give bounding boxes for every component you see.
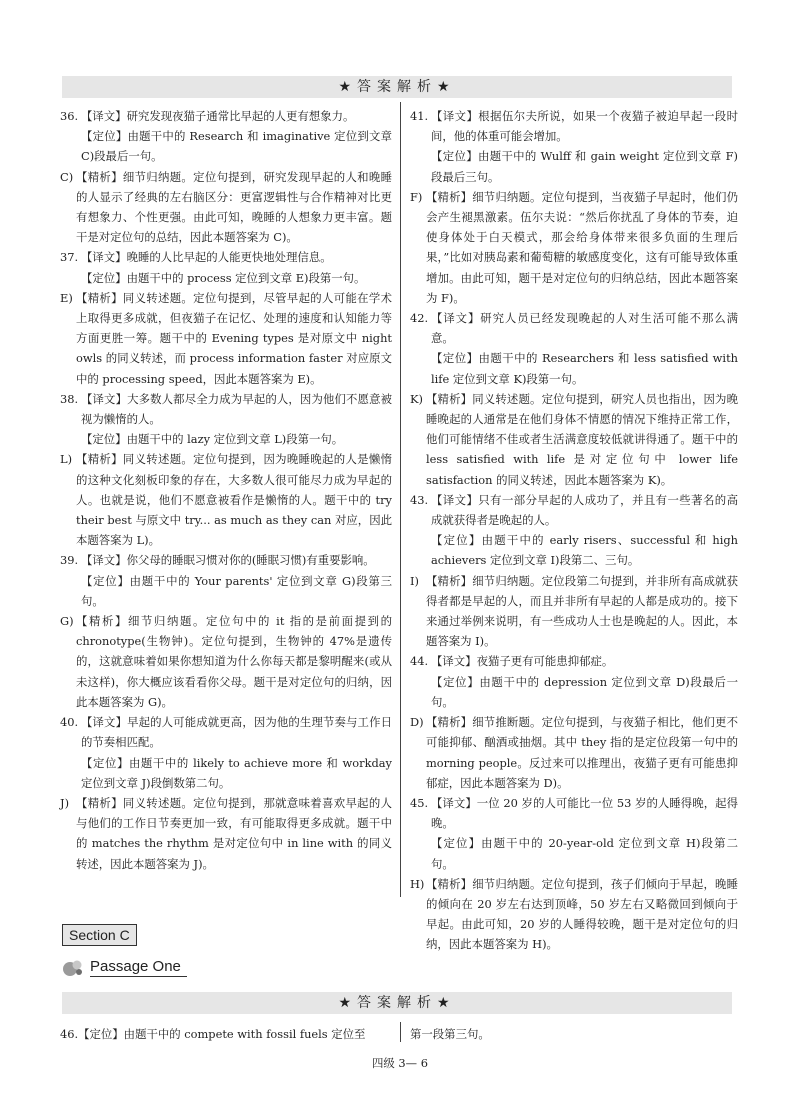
entry-label: 42. [410,311,429,326]
left-column [60,106,392,874]
answer-entry [410,651,738,671]
answer-entry [60,247,392,267]
answer-entry [410,490,738,530]
entry-text: 【译文】早起的人可能成就更高，因为他的生理节奏与工作日的节奏相匹配。 [81,715,392,750]
locate-text: 【定位】由题干中的 20-year-old 定位到文章 H)段第二句。 [431,836,738,871]
answer-entry [60,449,392,550]
entry-text: 【精析】细节归纳题。定位句提到，当夜猫子早起时，他们仍会产生褪黑激素。伍尔夫说：“然后你扰乱了身体的节奏，迫使身体处于白天模式，那会给身体带来很多负面的生理后果，”比如对胰岛素和葡萄糖的敏感度变化，这有可能导致体重增加。由此可知，题干是对定位句的归纳总结，因此本题答案为 F)。 [426,189,738,305]
entry-label: F) [410,189,423,204]
entry-label: 40. [60,715,79,730]
answer-analysis-banner: ★答案解析★ [62,76,732,98]
answer-entry [60,550,392,570]
locate-text: 【定位】由题干中的 Wulff 和 gain weight 定位到文章 F)段最后三句。 [431,149,738,184]
entry-text: 【译文】你父母的睡眠习惯对你的(睡眠习惯)有重要影响。 [81,553,375,568]
entry-label: L) [60,452,73,467]
answer-analysis-banner-2: ★答案解析★ [62,992,732,1014]
passage-bubbles-icon [62,959,84,977]
entry-text: 【译文】只有一部分早起的人成功了，并且有一些著名的高成就获得者是晚起的人。 [431,492,738,528]
entry-text: 【精析】细节归纳题。定位句提到，孩子们倾向于早起，晚睡的倾向在 20 岁左右达到顶峰，50 岁左右又略微回到倾向于早起。由此可知，20 岁的人睡得较晚，题干是对定位句的归纳，因此本题答案为 H)。 [426,876,738,952]
locate-text: 【定位】由题干中的 Your parents' 定位到文章 G)段第三句。 [81,573,392,608]
entry-text: 【译文】大多数人都尽全力成为早起的人，因为他们不愿意被视为懒惰的人。 [81,391,392,427]
entry-text: 【译文】一位 20 岁的人可能比一位 53 岁的人睡得晚，起得晚。 [431,795,738,831]
entry-label: G) [60,614,74,629]
passage-heading [62,958,187,977]
entry-label: H) [410,876,425,891]
entry-label: I) [410,573,419,588]
answer-entry [410,106,738,146]
entry-text: 【译文】晚睡的人比早起的人能更快地处理信息。 [81,250,332,265]
entry-label: 39. [60,553,79,568]
entry-text: 【译文】研究发现夜猫子通常比早起的人更有想象力。 [81,109,355,123]
answer-entry [60,793,392,874]
locate-text: 【定位】由题干中的 Researchers 和 less satisfied with life 定位到文章 K)段第一句。 [431,351,738,386]
entry-label: 44. [410,654,429,669]
section-label: Section C [62,924,137,946]
answer-entry [410,308,738,348]
entry-text: 【译文】夜猫子更有可能患抑郁症。 [431,654,614,669]
locate-text: 【定位】由题干中的 early risers、successful 和 high achievers 定位到文章 I)段第二、三句。 [431,533,738,568]
q46-locate-continued: 第一段第三句。 [410,1027,490,1041]
entry-label: K) [410,391,423,406]
entry-label: 37. [60,250,79,265]
passage-title: Passage One [90,958,187,977]
locate-text: 【定位】由题干中的 process 定位到文章 E)段第一句。 [81,270,366,285]
answer-entry [410,793,738,833]
answer-entry [60,288,392,389]
entry-label: 43. [410,492,429,507]
answer-entry [60,106,392,126]
answer-entry [60,712,392,752]
answer-entry [410,187,738,308]
entry-text: 【精析】同义转述题。定位句提到，那就意味着喜欢早起的人与他们的工作日节奏更加一致，有可能取得更多成就。题干中的 matches the rhythm 是对定位句中 in line with 的同义转述，因此本题答案为 J)。 [76,795,392,871]
answer-entry [410,389,738,490]
entry-text: 【精析】同义转述题。定位句提到，因为晚睡晚起的人是懒惰的这种文化刻板印象的存在，大多数人很可能尽力成为早起的人。也就是说，他们不愿意被看作是懒惰的人。题干中的 try their best 与原文中 try... as much as they can 对应，因此本题答案为 L)。 [76,452,392,548]
answer-entry [410,874,738,955]
entry-label: D) [410,715,424,730]
locate-text: 【定位】由题干中的 depression 定位到文章 D)段最后一句。 [431,674,738,709]
entry-label: 36. [60,109,79,123]
entry-label: 45. [410,795,429,810]
locate-text: 【定位】由题干中的 lazy 定位到文章 L)段第一句。 [81,432,344,447]
entry-text: 【精析】细节归纳题。定位句提到，研究发现早起的人和晚睡的人显示了经典的左右脑区分：更富逻辑性与合作精神对比更有想象力、个性更强。由此可知，晚睡的人想象力更丰富。题干是对定位句的总结，因此本题答案为 C)。 [76,169,392,245]
q46-locate-text: 46.【定位】由题干中的 compete with fossil fuels 定位至 [60,1027,366,1041]
right-column [410,106,738,955]
answer-entry [410,571,738,652]
entry-text: 【精析】细节归纳题。定位句中的 it 指的是前面提到的 chronotype(生物钟)。定位句提到，生物钟的 47%是遗传的，这就意味着如果你想知道为什么你每天都是黎明醒来(或从未这样)，你大概应该看看你父母。题干是对定位句的归纳，因此本题答案为 G)。 [76,614,392,709]
entry-text: 【精析】细节推断题。定位句提到，与夜猫子相比，他们更不可能抑郁、酗酒或抽烟。其中 they 指的是定位段第一句中的 morning people。反过来可以推理出，夜猫子更有可能患抑郁症，因此本题答案为 D)。 [426,715,738,790]
entry-text: 【译文】研究人员已经发现晚起的人对生活可能不那么满意。 [431,311,738,346]
entry-label: 38. [60,391,79,406]
locate-text: 【定位】由题干中的 likely to achieve more 和 workday 定位到文章 J)段倒数第二句。 [81,755,392,790]
locate-text: 【定位】由题干中的 Research 和 imaginative 定位到文章 C)段最后一句。 [81,129,392,164]
entry-text: 【精析】细节归纳题。定位段第二句提到，并非所有高成就获得者都是早起的人，而且并非所有早起的人都是成功的。接下来通过举例来说明，有一些成功人士也是晚起的人。因此，本题答案为 I)。 [426,573,738,649]
bottom-divider [400,1022,401,1042]
answer-entry [60,611,392,712]
entry-text: 【精析】同义转述题。定位句提到，研究人员也指出，因为晚睡晚起的人通常是在他们身体不情愿的情况下维持正常工作，他们可能情绪不佳或者生活满意度较低就讲得通了。题干中的 less satisfied with life 是对定位句中 lower life satisfaction 的同义转述，因此本题答案为 K)。 [426,391,738,487]
entry-label: E) [60,290,73,305]
answer-entry [410,712,738,793]
entry-label: 41. [410,109,429,123]
answer-entry [60,167,392,248]
entry-label: J) [60,795,70,810]
page-footer: 四级 3— 6 [372,1056,428,1070]
answer-entry [60,389,392,429]
entry-label: C) [60,169,74,184]
entry-text: 【译文】根据伍尔夫所说，如果一个夜猫子被迫早起一段时间，他的体重可能会增加。 [431,109,738,144]
entry-text: 【精析】同义转述题。定位句提到，尽管早起的人可能在学术上取得更多成就，但夜猫子在记忆、处理的速度和认知能力等方面更胜一筹。题干中的 Evening types 是对原文中 night owls 的同义转述，而 process information faster 对应原文中的 processing speed，因此本题答案为 E)。 [76,290,392,386]
column-divider [400,102,401,897]
